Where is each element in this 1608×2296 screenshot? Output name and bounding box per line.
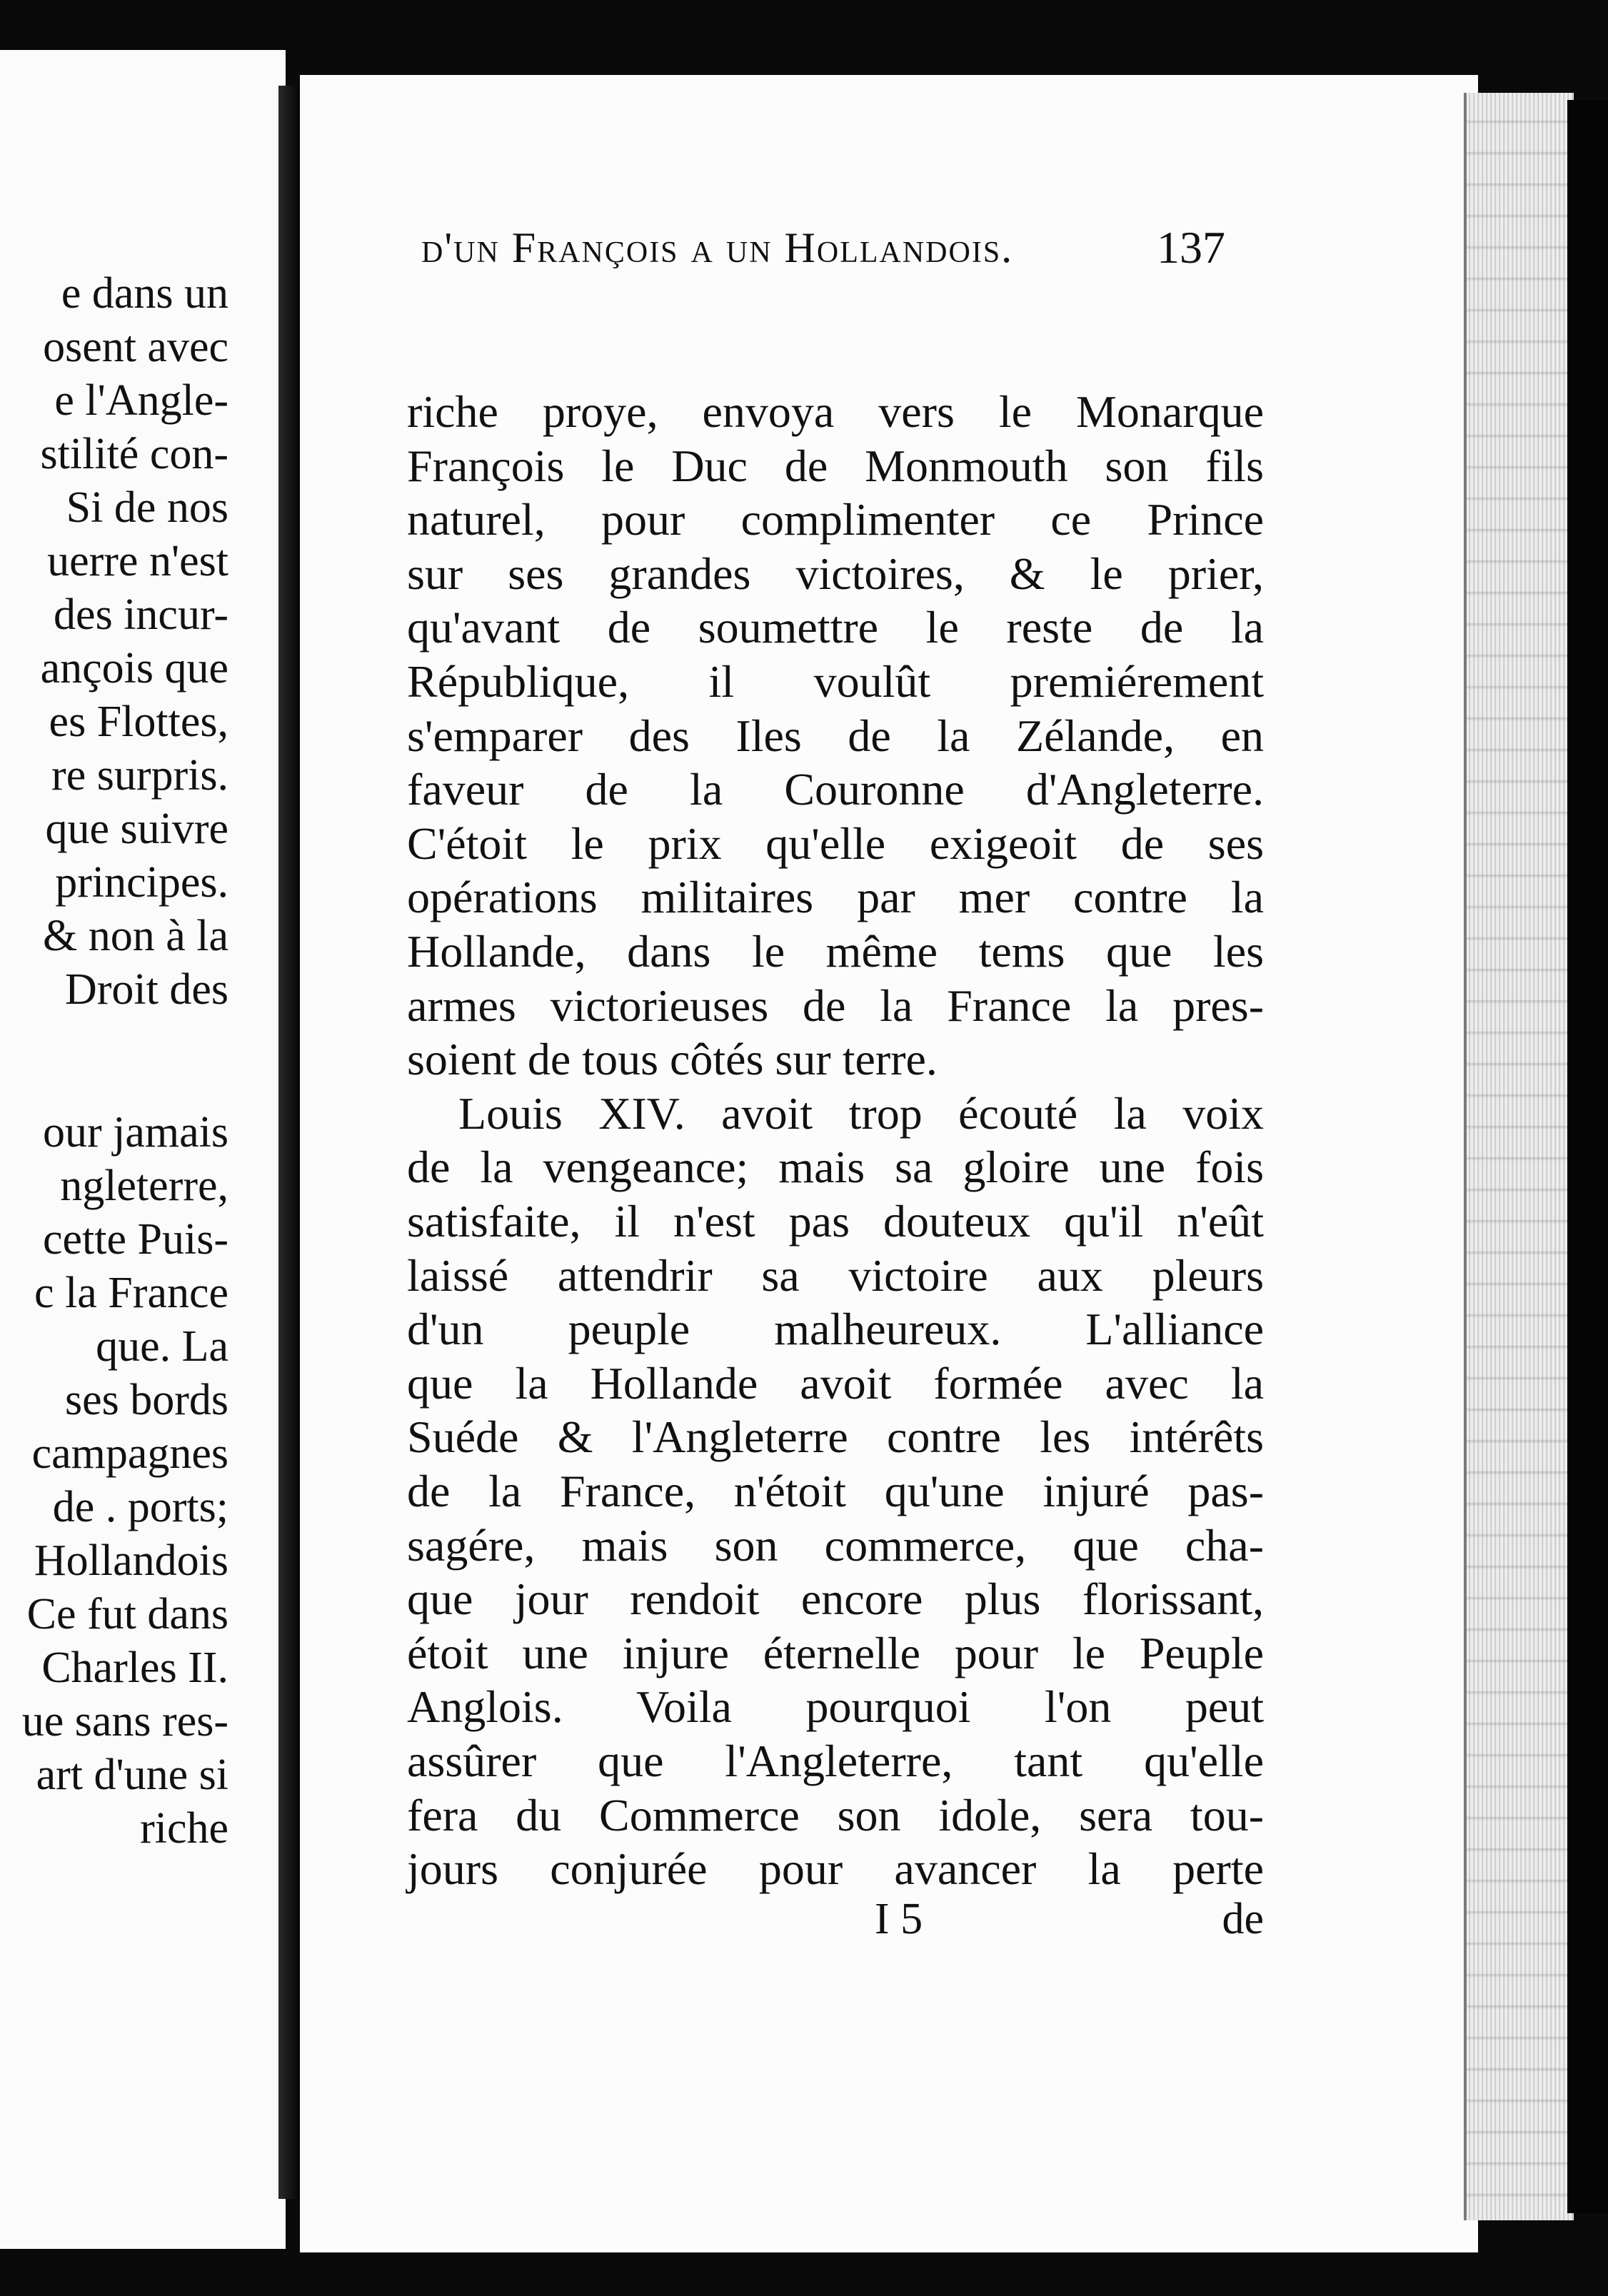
left-page-line: osent avec xyxy=(43,323,228,371)
left-page-line: our jamais xyxy=(43,1108,228,1157)
text-line: faveur de la Couronne d'Angleterre. xyxy=(407,764,1264,815)
text-line: sur ses grandes victoires, & le prier, xyxy=(407,548,1264,599)
left-page-line: riche xyxy=(140,1804,228,1853)
text-line: opérations militaires par mer contre la xyxy=(407,872,1264,923)
page-number: 137 xyxy=(1157,222,1225,273)
text-line: que jour rendoit encore plus florissant, xyxy=(407,1574,1264,1625)
left-page-line: uerre n'est xyxy=(47,537,228,585)
edge-shadow xyxy=(1567,100,1608,2213)
left-page-line: de . ports; xyxy=(52,1483,228,1531)
catchword: de xyxy=(1222,1895,1264,1943)
signature-mark: I 5 xyxy=(875,1895,923,1943)
left-page-line: que. La xyxy=(96,1322,228,1371)
left-page-line: que suivre xyxy=(45,805,228,853)
text-line: armes victorieuses de la France la pres- xyxy=(407,980,1264,1031)
text-line: François le Duc de Monmouth son fils xyxy=(407,440,1264,491)
text-line: de la France, n'étoit qu'une injuré pas- xyxy=(407,1466,1264,1516)
left-page-line: e dans un xyxy=(61,269,228,318)
left-page-line: ue sans res- xyxy=(21,1697,228,1746)
left-page-line: c la France xyxy=(34,1269,228,1317)
text-line: jours conjurée pour avancer la perte xyxy=(407,1843,1264,1895)
left-page-line: & non à la xyxy=(43,912,228,960)
left-page-line: e l'Angle- xyxy=(54,376,228,425)
left-page-line: ses bords xyxy=(64,1376,228,1424)
left-page-line: Hollandois xyxy=(34,1536,228,1585)
text-line: République, il voulût premiérement xyxy=(407,656,1264,707)
text-line: d'un peuple malheureux. L'alliance xyxy=(407,1304,1264,1355)
left-page-line: re surpris. xyxy=(51,751,228,800)
text-line: Hollande, dans le même tems que les xyxy=(407,926,1264,977)
right-page xyxy=(300,75,1478,2252)
text-line: fera du Commerce son idole, sera tou- xyxy=(407,1789,1264,1841)
running-head: d'un François a un Hollandois. xyxy=(421,224,1014,271)
left-page-line: ngleterre, xyxy=(60,1162,228,1210)
text-line: satisfaite, il n'est pas douteux qu'il n'eût xyxy=(407,1196,1264,1247)
left-page-line: des incur- xyxy=(54,590,228,639)
text-line: C'étoit le prix qu'elle exigeoit de ses xyxy=(407,817,1264,869)
text-line: de la vengeance; mais sa gloire une fois xyxy=(407,1142,1264,1193)
text-line: Anglois. Voila pourquoi l'on peut xyxy=(407,1681,1264,1733)
text-line: assûrer que l'Angleterre, tant qu'elle xyxy=(407,1736,1264,1786)
left-page-line: campagnes xyxy=(31,1429,228,1478)
left-page-line: es Flottes, xyxy=(49,698,228,746)
left-page-line: Si de nos xyxy=(66,483,228,532)
text-line: sagére, mais son commerce, que cha- xyxy=(407,1519,1264,1571)
text-line: s'emparer des Iles de la Zélande, en xyxy=(407,710,1264,761)
left-page-line: stilité con- xyxy=(40,430,228,478)
text-line: riche proye, envoya vers le Monarque xyxy=(407,386,1264,437)
text-line: qu'avant de soumettre le reste de la xyxy=(407,602,1264,653)
text-line: laissé attendrir sa victoire aux pleurs xyxy=(407,1249,1264,1301)
left-page-line: Charles II. xyxy=(41,1643,228,1692)
text-line: que la Hollande avoit formée avec la xyxy=(407,1357,1264,1409)
text-line: Louis XIV. avoit trop écouté la voix xyxy=(458,1087,1264,1139)
left-page-line: Droit des xyxy=(64,965,228,1014)
page-edges xyxy=(1464,93,1574,2220)
left-page-line: cette Puis- xyxy=(43,1215,228,1264)
text-line: étoit une injure éternelle pour le Peuple xyxy=(407,1627,1264,1678)
left-page-line: ançois que xyxy=(40,644,228,693)
left-page-line: Ce fut dans xyxy=(26,1590,228,1638)
text-line: naturel, pour complimenter ce Prince xyxy=(407,494,1264,545)
left-page xyxy=(0,50,286,2249)
book-gutter xyxy=(278,86,300,2199)
text-line: soient de tous côtés sur terre. xyxy=(407,1034,938,1085)
left-page-line: principes. xyxy=(55,858,228,907)
text-line: Suéde & l'Angleterre contre les intérêts xyxy=(407,1411,1264,1463)
left-page-line: art d'une si xyxy=(36,1751,228,1799)
